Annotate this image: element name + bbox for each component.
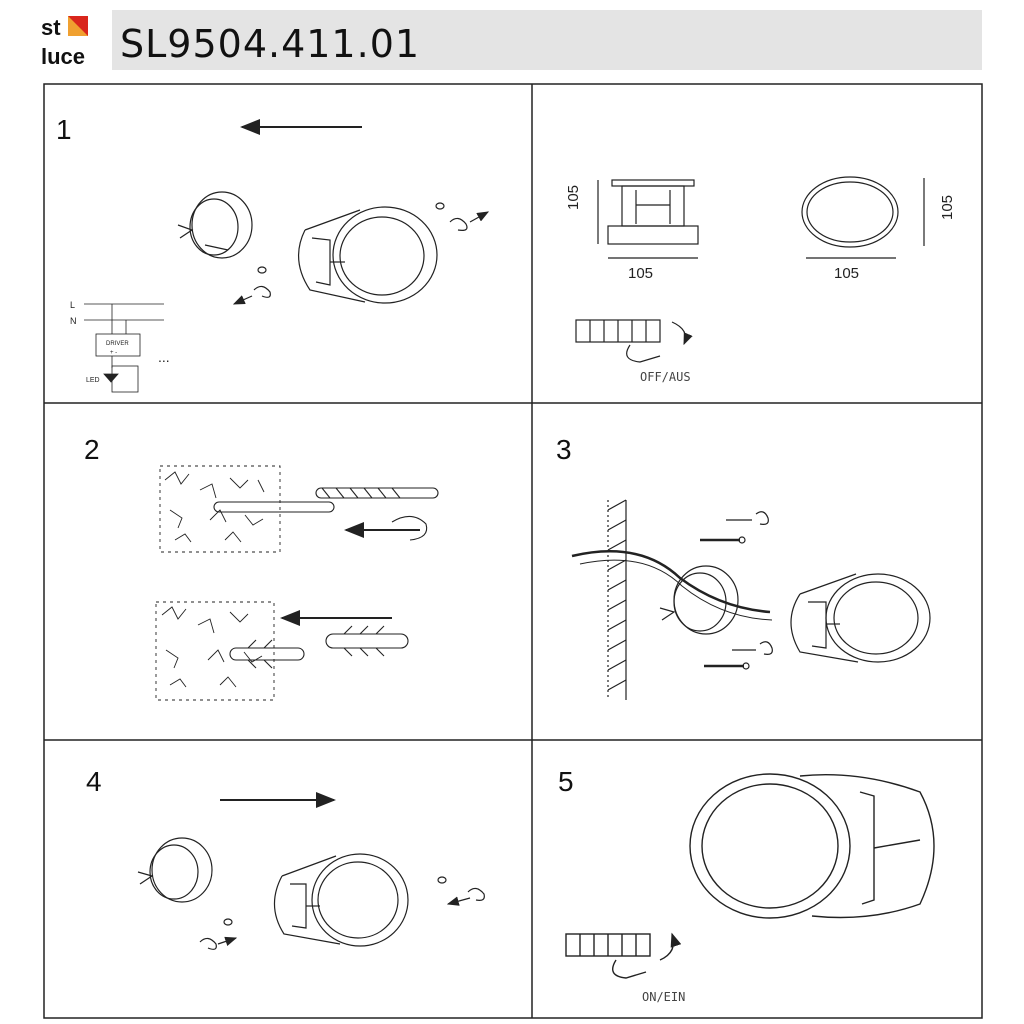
dim-side-height: 105 [565, 184, 582, 210]
side-view [598, 180, 698, 258]
wall-texture-top [160, 466, 280, 552]
screw-top [700, 512, 768, 543]
step-number-3: 3 [556, 434, 572, 465]
panel-2-illustration [156, 466, 438, 700]
screw-bottom [704, 642, 772, 669]
step-number-4: 4 [86, 766, 102, 797]
wall-texture-bottom [156, 602, 274, 700]
dim-front-height: 105 [939, 194, 956, 220]
wall-anchor-inserted [230, 640, 304, 668]
lamp-body [274, 854, 408, 946]
panel-1-illustration [84, 127, 488, 392]
mounting-ring [178, 192, 252, 258]
mounting-ring [660, 566, 738, 634]
model-number: SL9504.411.01 [120, 22, 421, 66]
switch-off-label: OFF/AUS [640, 370, 691, 384]
screw-left [200, 919, 236, 949]
screw-left [234, 267, 270, 304]
lamp-assembled [690, 774, 934, 918]
label-driver: DRIVER [106, 341, 129, 347]
label-ellipsis: ... [158, 349, 170, 365]
rotation-icon [392, 516, 427, 540]
front-view [802, 177, 924, 258]
drill-bit [214, 488, 438, 512]
logo-text-bottom: luce [41, 44, 86, 69]
wall-anchor [326, 626, 408, 656]
switch-on-label: ON/EIN [642, 990, 686, 1004]
mounting-ring [138, 838, 212, 902]
lamp-body [299, 207, 437, 303]
label-line: L [70, 300, 76, 310]
panel-4-illustration [138, 800, 484, 949]
terminal-block-on [566, 934, 674, 978]
lamp-body [791, 574, 930, 662]
label-driver-polarity: + - [110, 350, 118, 356]
wall-section [608, 500, 626, 700]
logo-text-top: st [41, 15, 61, 40]
screw-right [438, 877, 484, 904]
terminal-block-off [576, 320, 686, 362]
label-neutral: N [70, 316, 77, 326]
step-number-2: 2 [84, 434, 100, 465]
dim-front-width: 105 [834, 265, 860, 282]
panel-3-illustration [572, 500, 930, 700]
step-number-1: 1 [56, 114, 72, 145]
dim-side-width: 105 [628, 265, 654, 282]
screw-right [436, 203, 488, 230]
panel-5-illustration [566, 774, 934, 978]
label-led: LED [86, 377, 100, 384]
step-number-5: 5 [558, 766, 574, 797]
